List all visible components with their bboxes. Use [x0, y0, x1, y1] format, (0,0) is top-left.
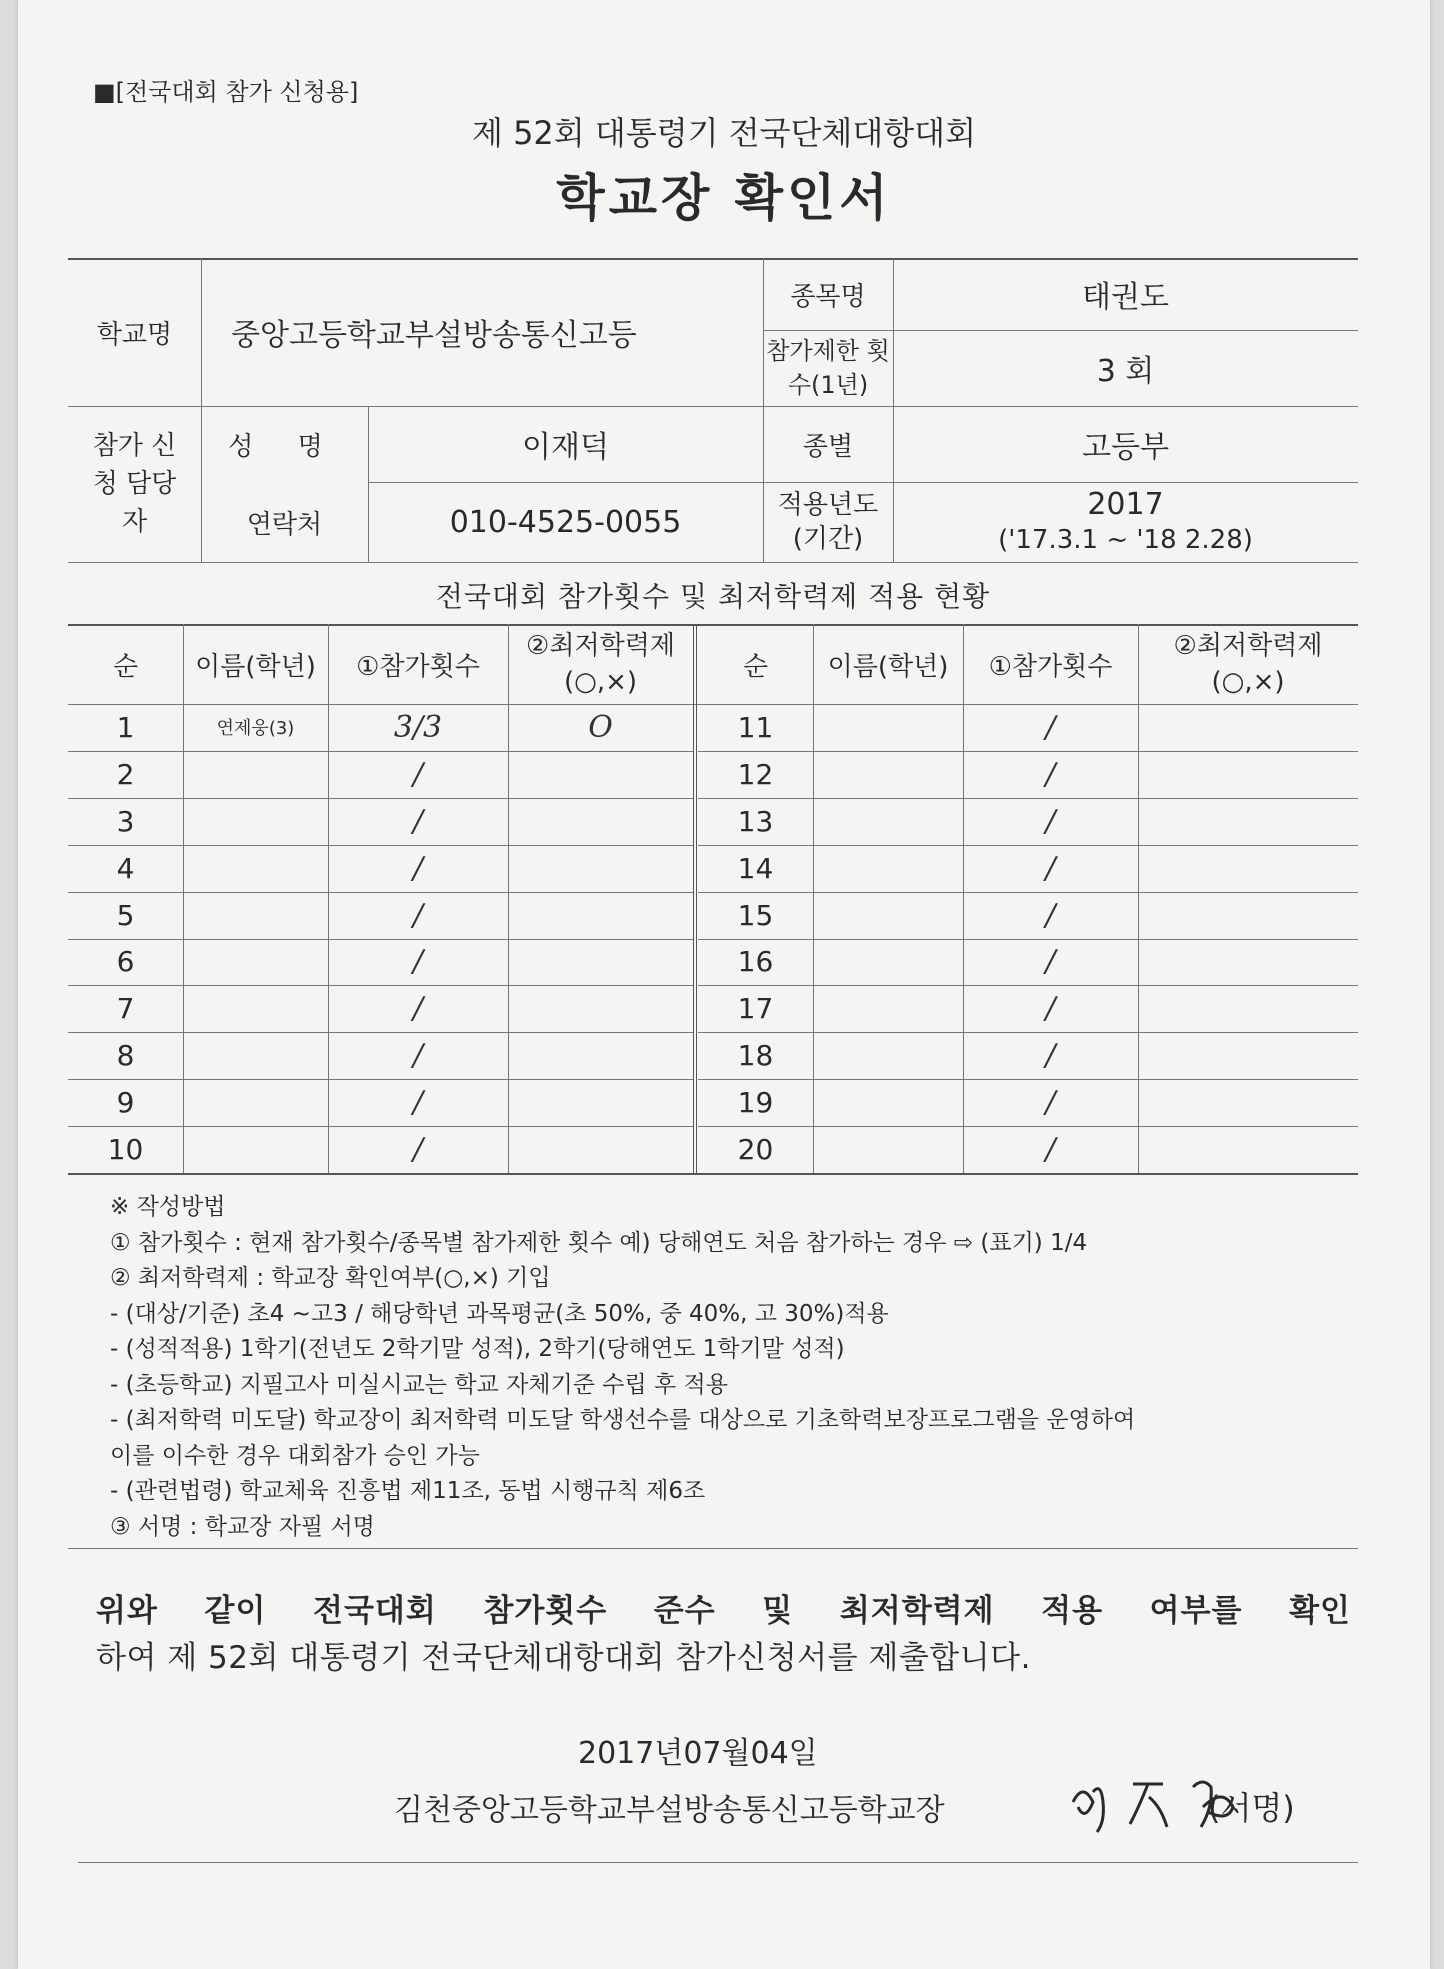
period-value: ('17.3.1 ~ '18 2.28): [998, 525, 1253, 555]
cell-no: 2: [116, 757, 135, 791]
cell-count: /: [412, 1132, 424, 1168]
cell-min: [508, 939, 693, 986]
applicant-label: 참가 신청 담당자: [92, 431, 177, 537]
cell-name: [813, 751, 963, 798]
cell-min: [1138, 1079, 1358, 1126]
cell-count: /: [1045, 803, 1056, 839]
document-subtitle: 제 52회 대통령기 전국단체대항대회: [471, 114, 976, 152]
submission-date: 2017년07월04일: [578, 1736, 818, 1771]
cell-no: 6: [116, 945, 135, 979]
cell-name: [183, 798, 328, 845]
cell-count: /: [1045, 1085, 1056, 1121]
cell-no: 19: [737, 1086, 774, 1120]
cell-min: [508, 985, 693, 1032]
cell-count: /: [412, 1085, 424, 1121]
cell-name: [183, 985, 328, 1032]
cell-name: [183, 1079, 328, 1126]
note-line: ※ 작성방법: [110, 1194, 226, 1220]
cell-no: 17: [737, 992, 774, 1026]
header-min-right: ②최저학력제 (○,×): [1173, 631, 1323, 697]
cell-min: [508, 1079, 693, 1126]
note-line: ② 최저학력제 : 학교장 확인여부(○,×) 기입: [110, 1265, 551, 1291]
cell-min: [1138, 845, 1358, 892]
cell-no: 4: [116, 851, 135, 885]
cell-min: [1138, 704, 1358, 751]
cell-min: [508, 798, 693, 845]
school-label: 학교명: [96, 319, 173, 350]
cell-no: 14: [737, 851, 774, 885]
cell-no: 16: [737, 945, 774, 979]
note-line: - (관련법령) 학교체육 진흥법 제11조, 동법 시행규칙 제6조: [110, 1478, 706, 1504]
cell-count: /: [1045, 1132, 1056, 1168]
cell-count: /: [412, 1038, 424, 1074]
cell-name: [183, 751, 328, 798]
cell-count: 3/3: [393, 709, 443, 745]
cell-no: 1: [116, 710, 135, 744]
cell-name: [813, 985, 963, 1032]
cell-count: /: [1045, 991, 1056, 1027]
cell-name: [183, 1126, 328, 1173]
cell-name: [813, 798, 963, 845]
note-line: - (대상/기준) 초4 ~고3 / 해당학년 과목평균(초 50%, 중 40%, 고 30%)적용: [110, 1300, 889, 1327]
school-value: 중앙고등학교부설방송통신고등: [231, 318, 637, 353]
cell-no: 3: [116, 804, 135, 838]
confirmation-line-1: 위와 같이 전국대회 참가횟수 준수 및 최저학력제 적용 여부를 확인: [96, 1593, 1351, 1629]
cell-count: /: [1045, 756, 1056, 792]
division-value: 고등부: [1082, 430, 1169, 465]
name-label: 성 명: [228, 431, 341, 462]
header-no-right: 순: [742, 651, 769, 682]
year-value: 2017: [1087, 486, 1164, 522]
cell-name: [813, 939, 963, 986]
name-value: 이재덕: [522, 430, 609, 465]
cell-name: [813, 892, 963, 939]
header-count-right: ①참가횟수: [988, 651, 1113, 682]
cell-min: [508, 1126, 693, 1173]
cell-name: [813, 704, 963, 751]
cell-min: [508, 845, 693, 892]
sport-label: 종목명: [790, 281, 866, 312]
note-line: - (성적적용) 1학기(전년도 2학기말 성적), 2학기(당해연도 1학기말 성적): [110, 1336, 845, 1362]
cell-no: 5: [116, 898, 135, 932]
cell-min: [1138, 892, 1358, 939]
header-min-left: ②최저학력제 (○,×): [526, 631, 675, 697]
cell-count: /: [1045, 944, 1056, 980]
cell-min: [508, 892, 693, 939]
cell-count: /: [412, 803, 424, 839]
document-page: [18, 0, 1430, 1969]
cell-count: /: [1045, 850, 1056, 886]
confirmation-line-2: 하여 제 52회 대통령기 전국단체대항대회 참가신청서를 제출합니다.: [96, 1640, 1031, 1676]
year-label: 적용년도 (기간): [777, 490, 879, 554]
cell-name: [813, 1126, 963, 1173]
cell-no: 11: [737, 710, 774, 744]
cell-no: 12: [737, 757, 774, 791]
cell-name: 연제웅(3): [216, 718, 295, 740]
header-name-right: 이름(학년): [827, 651, 949, 682]
cell-count: /: [412, 897, 424, 933]
cell-no: 9: [116, 1086, 135, 1120]
limit-label: 참가제한 횟수(1년): [766, 337, 890, 399]
cell-no: 7: [116, 992, 135, 1026]
cell-min: [508, 751, 693, 798]
cell-name: [183, 1032, 328, 1079]
header-name-left: 이름(학년): [195, 651, 316, 682]
cell-count: /: [412, 991, 424, 1027]
cell-name: [183, 892, 328, 939]
cell-min: [1138, 985, 1358, 1032]
cell-no: 13: [737, 804, 774, 838]
cell-no: 15: [737, 898, 774, 932]
note-line: 이를 이수한 경우 대회참가 승인 가능: [110, 1442, 480, 1469]
sport-value: 태권도: [1082, 280, 1169, 315]
cell-name: [813, 845, 963, 892]
cell-min: [1138, 751, 1358, 798]
cell-count: /: [412, 756, 424, 792]
cell-count: /: [412, 850, 424, 886]
header-count-left: ①참가횟수: [356, 651, 480, 682]
cell-min: [1138, 1032, 1358, 1079]
contact-value: 010-4525-0055: [449, 504, 682, 540]
cell-min: [1138, 939, 1358, 986]
cell-name: [183, 939, 328, 986]
cell-name: [183, 845, 328, 892]
cell-count: /: [1045, 897, 1056, 933]
cell-count: /: [412, 944, 424, 980]
note-line: ③ 서명 : 학교장 자필 서명: [110, 1513, 375, 1540]
cell-min: [1138, 1126, 1358, 1173]
cell-name: [813, 1032, 963, 1079]
note-line: ① 참가횟수 : 현재 참가횟수/종목별 참가제한 횟수 예) 당해연도 처음 참가하는 경우 ⇨ (표기) 1/4: [110, 1229, 1088, 1256]
cell-no: 10: [107, 1133, 144, 1167]
cell-min: O: [588, 709, 613, 745]
cell-min: [1138, 798, 1358, 845]
division-label: 종별: [802, 431, 854, 462]
principal-title: 김천중앙고등학교부설방송통신고등학교장: [394, 1793, 945, 1828]
cell-count: /: [1045, 1038, 1056, 1074]
cell-min: [508, 1032, 693, 1079]
contact-label: 연락처: [246, 509, 323, 540]
cell-name: [813, 1079, 963, 1126]
document-title: 학교장 확인서: [556, 169, 892, 227]
note-line: - (최저학력 미도달) 학교장이 최저학력 미도달 학생선수를 대상으로 기초학력보장프로그램을 운영하여: [110, 1407, 1136, 1433]
cell-no: 8: [116, 1039, 135, 1073]
table-title: 전국대회 참가횟수 및 최저학력제 적용 현황: [435, 580, 991, 613]
cell-count: /: [1045, 709, 1056, 745]
form-tag: ■[전국대회 참가 신청용]: [93, 78, 359, 106]
signature-label: (서명): [1208, 1789, 1295, 1827]
limit-value: 3 회: [1096, 354, 1155, 389]
cell-no: 20: [737, 1133, 774, 1167]
cell-no: 18: [737, 1039, 774, 1073]
note-line: - (초등학교) 지필고사 미실시교는 학교 자체기준 수립 후 적용: [110, 1371, 728, 1398]
header-no-left: 순: [112, 651, 139, 682]
